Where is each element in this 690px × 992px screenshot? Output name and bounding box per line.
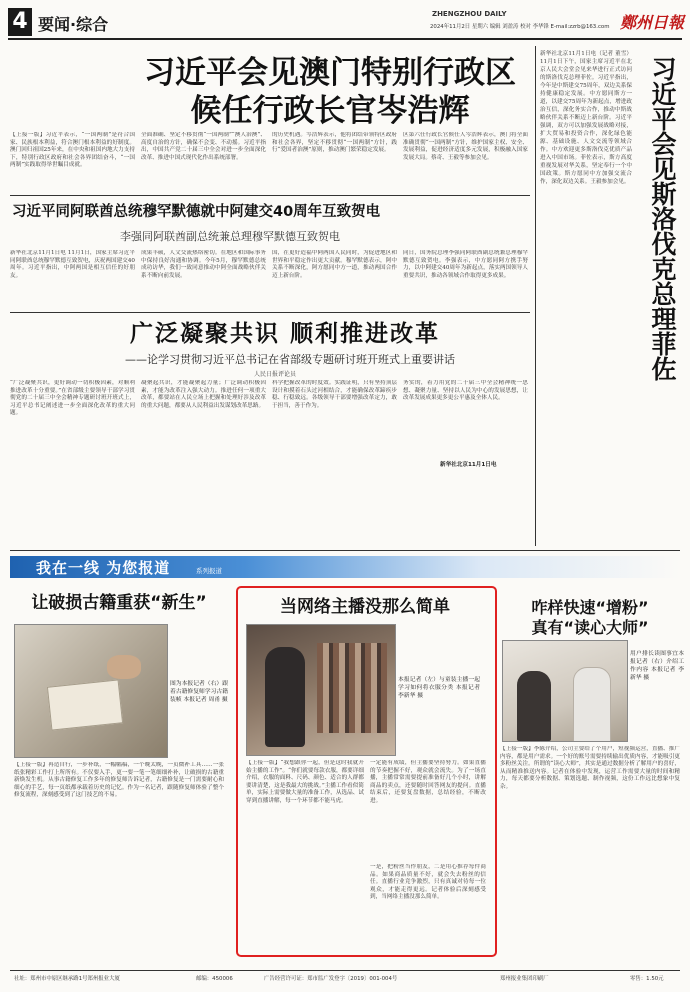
story-middle-body-col2: 一定能有成绩，但主播要坚持努力。如果直播的节奏把握不好，观众就会流失。为了一场直播，主播常常需要提前准备好几个小时，讲解商品的卖点，还要随时回答网友的提问。直播结束后，还要复盘数据，总结经验，不断改进。 xyxy=(370,760,486,804)
date-editor-line: 2024年11月2日 星期六 编辑 刘盈涛 校对 李华锋 E-mail:zzrb@163.com xyxy=(430,24,610,30)
story3-body-col4: 务实的，着力用党的二十届三中全会精神统一思想、凝聚力量、坚持以人民为中心的发展思想，让改革发展成果更多更公平惠及全体人民。 xyxy=(403,380,528,402)
footer-printer: 郑州报业集团印刷厂 xyxy=(500,976,549,982)
story-right-headline xyxy=(500,598,680,638)
banner-top-rule xyxy=(10,550,680,551)
story-right-photo-caption: 用户排长读图事宜本报记者（右）介绍工作内容 本报记者 李新华 摄 xyxy=(630,651,684,681)
story-middle-body-col3: 一是，把粉丝当作朋友，二是用心推荐每件商品。如果商品质量不好，就会失去粉丝的信任。直播行业竞争激烈，只有真诚对待每一位观众，才能走得更远。记者体验后深刻感受到，当网络主播没那么简单。 xyxy=(370,864,486,901)
photo-person xyxy=(265,647,305,747)
story2-body-col2: 成果丰硕，人文交流热络密切。在地区和国际事务中保持良好沟通和协调。今年5月，穆罕默德总统成功访华，我们一致同意推动中阿全面战略伙伴关系不断向前发展。 xyxy=(141,250,266,279)
right-column-body: 新华社北京11月1日电（记者 董雪）11月1日下午，国家主席习近平在北京人民大会堂会见来华进行正式访问的斯洛伐克总理菲佐。习近平指出，今年是中斯建交75周年，双边关系保持健康稳定发展。中方愿同斯方一道，以建交75周年为新起点，增进政治互信，深化务实合作，推动中斯战略伙伴关系不断迈上新台阶。习近平强调，双方可以加强发展战略对接，扩大贸易和投资合作，深化绿色能源、基础设施、人文交流等领域合作。中方欢迎更多斯洛伐克优质产品进入中国市场。菲佐表示，斯方高度重视发展对华关系，坚定奉行一个中国政策。斯方愿同中方加强交流合作，深化双边关系。王毅参加会见。 xyxy=(540,51,632,185)
story-right-headline-line2: 真有“读心大师” xyxy=(531,618,649,637)
story1-body-col4: 区第六任行政长官候任人岑浩辉表示，澳门将全面准确贯彻“一国两制”方针，维护国家主权、安全、发展利益，促进经济适度多元发展，积极融入国家发展大局。蔡奇、王毅等参加会见。 xyxy=(403,132,528,161)
story1-body-col1: 【上接一版】习近平表示，“一国两制”是符合国家、民族根本利益，符合澳门根本利益的好制度。澳门回归祖国25年来，在中央和祖国内地大力支持下，特别行政区政府和社会各界团结奋斗，“一国两制”实践取得举世瞩目成就。 xyxy=(10,132,135,169)
photo-hand xyxy=(107,655,141,679)
story3-dateline: 新华社北京11月1日电 xyxy=(440,462,497,468)
paper-name-en: ZHENGZHOU DAILY xyxy=(432,10,507,18)
story3-subhead: ——论学习贯彻习近平总书记在省部级专题研讨班开班式上重要讲话 xyxy=(125,353,455,366)
photo-paper-sheet xyxy=(47,679,123,730)
story1-body-col3: 的历史机遇。岑浩辉表示，他将团结带领特区政府和社会各界，坚定不移贯彻“一国两制”方针，践行“爱国者治澳”原则，推动澳门繁荣稳定发展。 xyxy=(272,132,397,154)
story2-body-col1: 新华社北京11月1日电 11月1日，国家主席习近平同阿联酋总统穆罕默德互致贺电，庆祝两国建交40周年。习近平指出，中阿两国是相互信任的好朋友。 xyxy=(10,250,135,279)
story-middle-photo xyxy=(246,624,396,756)
story3-body-col2: 凝聚起共识，才能凝聚起力量；广泛调动积极因素，才能为改革注入强大动力。推进任何一项重大改革，都要站在人民立场上把握和处理好涉及改革的重大问题，都要从人民利益出发谋划改革思路。 xyxy=(141,380,266,409)
story-right-body: 【上接一版】李陈介绍，公司主要给了个用户，短视频运营，直播、推广内容，都是用户需求。一个好的账号需要持续输出优质内容，才能吸引更多粉丝关注。所谓的“读心大师”，其实是通过数据分析了解用户的喜好，从而精准推送内容。记者在体验中发现，运营工作需要大量的时间和精力，每天都要分析数据、策划选题、制作视频，这份工作远比想象中复杂。 xyxy=(500,746,680,790)
right-column-divider xyxy=(535,46,536,546)
story3-body-col1: “广泛凝聚共识，更好调动一切积极因素，对顺利推进改革十分重要。”在省部级主要领导干部学习贯彻党的二十届三中全会精神专题研讨班开班式上，习近平总书记阐述进一步全面深化改革的重大问题。 xyxy=(10,380,135,417)
story1-headline-line2: 候任行政长官岑浩辉 xyxy=(190,93,470,129)
page-number: 4 xyxy=(8,8,32,36)
footer-address: 社址：郑州市中原区继承路1号郑州报业大厦 xyxy=(14,976,120,982)
story1-headline xyxy=(50,54,610,130)
story-left-body: 【上接一版】再造自行，一步补纸，一幅幅稿，一个晚太晚，一页微补工具……一张纸张精彩工作打上所所有。不仅要入手，更一要一笔一笔细细补补，让破损的古籍重新焕发生机。从事古籍修复工作多年的修复师告诉记者，古籍修复是一门需要耐心和细心的手艺，每一页纸都承载着历史的记忆。作为一名记者，跟随修复师体验了整个修复流程，深刻感受到了这门技艺的不易。 xyxy=(14,762,224,799)
right-column-headline: 习近平会见斯洛伐克总理菲佐 xyxy=(648,56,677,381)
story2-body-col3: 国，在更好造福中阿两国人民同时，为促进地区和世界和平稳定作出更大贡献。穆罕默德表示，阿中关系不断深化，阿方愿同中方一道，推动两国合作迈上新台阶。 xyxy=(272,250,397,279)
story-middle-headline: 当网络主播没那么简单 xyxy=(280,597,450,617)
footer-price: 零售：1.50元 xyxy=(630,976,664,982)
footer-ad-license: 广告经营许可证：郑市监广发登字〔2019〕001-004号 xyxy=(264,976,398,982)
photo-person-right xyxy=(573,667,611,742)
story2-headline: 习近平同阿联酋总统穆罕默德就中阿建交40周年互致贺电 xyxy=(12,204,381,220)
story3-byline: 人民日报评论员 xyxy=(253,371,296,378)
section-banner-tag: 系列报道 xyxy=(196,567,222,575)
story-left-photo xyxy=(14,624,168,758)
story2-body-col4: 同日，国务院总理李强同阿联酋副总统兼总理穆罕默德互致贺电。李强表示，中方愿同阿方携手努力，以中阿建交40周年为新起点，落实两国领导人重要共识，推动各领域合作取得更多成果。 xyxy=(403,250,528,279)
story-middle-photo-caption: 本报记者（左）与童装主播一起学习如何将衣服分类 本报记者 李新华 摄 xyxy=(398,677,480,699)
story1-headline-line1: 习近平会见澳门特别行政区 xyxy=(144,55,516,91)
story-right-headline-line1: 咋样快速“增粉” xyxy=(531,598,649,617)
story3-body-col3: 科学把握改革的时度效。实践证明，只有坚持顶层设计和摸着石头过河相结合，才能确保改革蹄疾步稳、行稳致远。各级领导干部要增强改革定力，敢于担当，善于作为。 xyxy=(272,380,397,409)
footer-rule xyxy=(10,970,680,971)
story1-body-col2: 全面准确、坚定不移贯彻“一国两制”“澳人治澳”、高度自治的方针，确保不会变、不动摇。习近平指出，中国共产党二十届三中全会对进一步全面深化改革、推进中国式现代化作出系统部署。 xyxy=(141,132,266,161)
photo-clothing-rack xyxy=(317,643,387,733)
photo-person-left xyxy=(517,671,551,741)
story2-subhead: 李强同阿联酋副总统兼总理穆罕默德互致贺电 xyxy=(120,230,340,243)
story-left-photo-caption: 图为本报记者（右）跟着古籍修复师学习古籍装帧 本报记者 周甬 摄 xyxy=(170,681,228,703)
story2-divider xyxy=(10,312,530,313)
paper-logo: 鄭州日報 xyxy=(620,13,685,32)
story-right-photo xyxy=(502,640,628,742)
section-name: 要闻·综合 xyxy=(38,15,109,34)
story-left-headline: 让破损古籍重获“新生” xyxy=(31,593,207,613)
story3-headline: 广泛凝聚共识 顺利推进改革 xyxy=(129,321,440,347)
footer-postcode: 邮编：450006 xyxy=(196,976,233,982)
header-rule xyxy=(8,38,682,40)
story1-divider xyxy=(10,195,530,196)
story-middle-body-col1: 【上接一版】“我想跟你一起，但是这时我就开始主播的工作”。“你们就要每款衣服，都要详细介绍，衣服的面料、尺码、颜色、适合的人群都要讲清楚，这是我最大的挑战。”主播工作看似简单，实际上需要做大量的准备工作，从选品、试穿到直播讲解，每一个环节都不能马虎。 xyxy=(246,760,364,804)
section-banner-label: 我在一线 为您报道 xyxy=(36,559,171,577)
